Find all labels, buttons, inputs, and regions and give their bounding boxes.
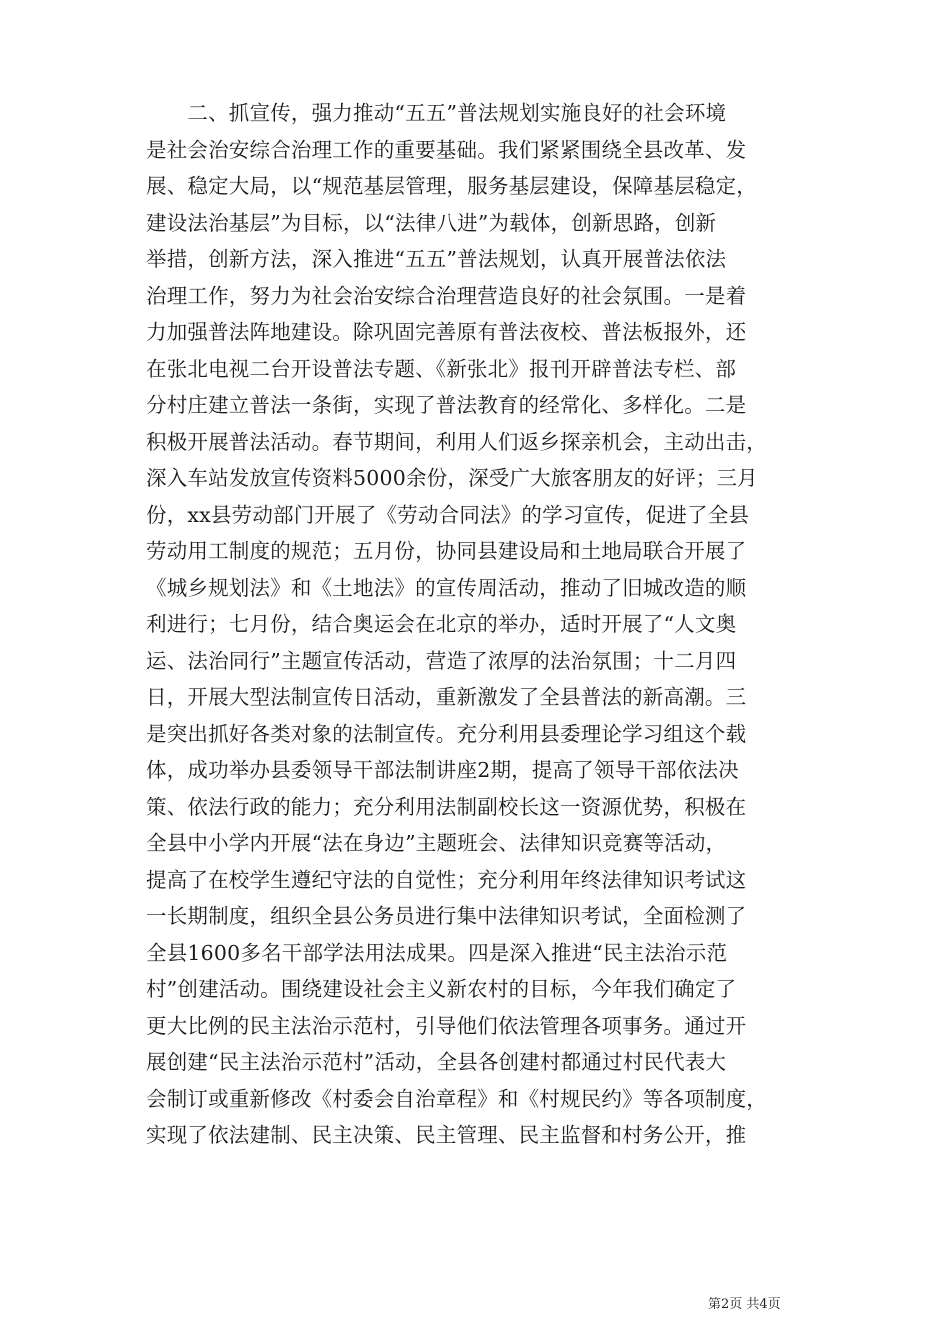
text-line: 展、稳定大局，以“规范基层管理，服务基层建设，保障基层稳定， [146,174,757,198]
text-line: 二、抓宣传，强力推动“五五”普法规划实施良好的社会环境 [146,101,727,125]
text-line: 体，成功举办县委领导干部法制讲座2期，提高了领导干部依法决 [146,758,739,782]
text-line: 在张北电视二台开设普法专题、《新张北》报刊开辟普法专栏、部 [146,356,737,381]
text-line: 是突出抓好各类对象的法制宣传。充分利用县委理论学习组这个载 [146,721,747,746]
text-line: 一长期制度，组织全县公务员进行集中法律知识考试，全面检测了 [146,904,747,928]
text-line: 积极开展普法活动。春节期间，利用人们返乡探亲机会，主动出击， [146,429,767,454]
text-line: 深入车站发放宣传资料5000余份，深受广大旅客朋友的好评；三月 [146,466,758,490]
text-line: 策、依法行政的能力；充分利用法制副校长这一资源优势，积极在 [146,794,747,819]
text-line: 利进行；七月份，结合奥运会在北京的举办，适时开展了“人文奥 [146,612,737,636]
text-line: 村”创建活动。围绕建设社会主义新农村的目标，今年我们确定了 [146,977,737,1001]
text-line: 日，开展大型法制宣传日活动，重新激发了全县普法的新高潮。三 [146,685,747,709]
text-line: 建设法治基层”为目标，以“法律八进”为载体，创新思路，创新 [146,210,717,235]
text-line: 分村庄建立普法一条街，实现了普法教育的经常化、多样化。二是 [146,393,747,417]
text-line: 全县中小学内开展“法在身边”主题班会、法律知识竞赛等活动， [146,831,727,855]
text-line: 会制订或重新修改《村委会自治章程》和《村规民约》等各项制度， [146,1086,767,1111]
text-line: 实现了依法建制、民主决策、民主管理、民主监督和村务公开，推 [146,1123,747,1147]
body-paragraph [146,95,806,1154]
text-line: 全县1600多名干部学法用法成果。四是深入推进“民主法治示范 [146,940,728,965]
text-line: 更大比例的民主法治示范村，引导他们依法管理各项事务。通过开 [146,1013,747,1038]
text-line: 力加强普法阵地建设。除巩固完善原有普法夜校、普法板报外，还 [146,320,747,344]
page-number-footer: 第2页 共4页 [708,1297,781,1312]
text-line: 提高了在校学生遵纪守法的自觉性；充分利用年终法律知识考试这 [146,867,747,892]
text-line: 运、法治同行”主题宣传活动，营造了浓厚的法治氛围；十二月四 [146,648,737,673]
text-line: 份，xx县劳动部门开展了《劳动合同法》的学习宣传，促进了全县 [146,502,750,527]
text-line: 展创建“民主法治示范村”活动，全县各创建村都通过村民代表大 [146,1050,727,1074]
text-line: 举措，创新方法，深入推进“五五”普法规划，认真开展普法依法 [146,247,727,271]
text-line: 是社会治安综合治理工作的重要基础。我们紧紧围绕全县改革、发 [146,137,747,162]
text-line: 《城乡规划法》和《土地法》的宣传周活动，推动了旧城改造的顺 [146,575,747,600]
text-line: 治理工作，努力为社会治安综合治理营造良好的社会氛围。一是着 [146,283,747,308]
text-line: 劳动用工制度的规范；五月份，协同县建设局和土地局联合开展了 [146,539,747,563]
